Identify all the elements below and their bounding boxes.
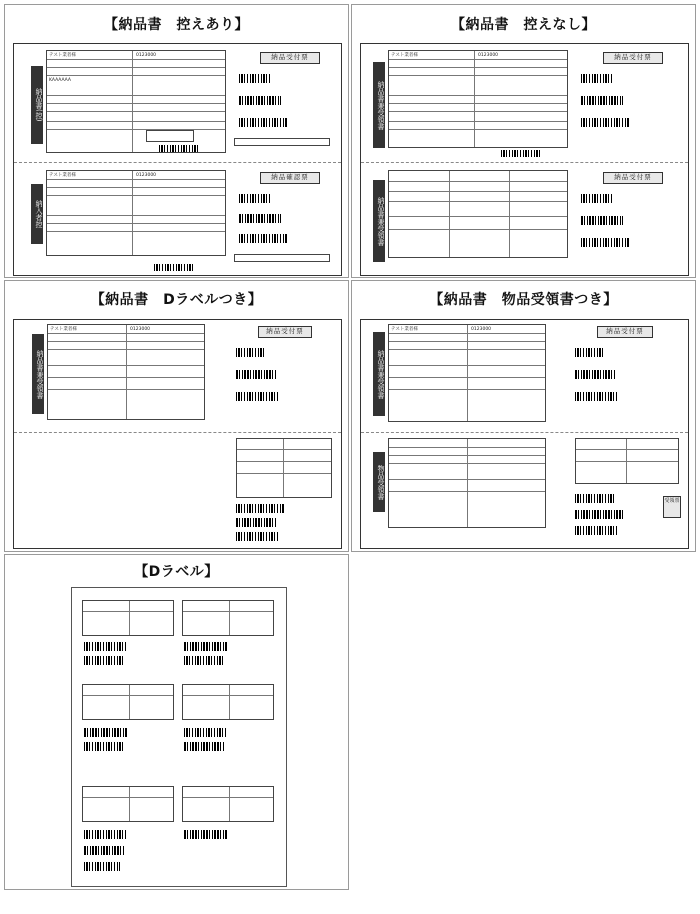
panel-title: 【納品書 控えなし】 bbox=[451, 17, 596, 33]
d-label-sheet-thumbnail bbox=[71, 587, 287, 887]
panel-with-copy bbox=[4, 4, 349, 278]
company-name: テスト業者様 bbox=[49, 53, 76, 58]
panel-without-copy bbox=[351, 4, 696, 278]
panel-d-label bbox=[4, 554, 349, 890]
receipt-stamp: 納品受付票 bbox=[260, 52, 320, 64]
d-label-thumbnail bbox=[236, 438, 332, 498]
delivery-form-thumbnail: 納品書(控) テスト業者様 0123000 KAAAAAA 納品受付票 納入者控 テスト業者様 0123000 納品確認票 bbox=[13, 43, 342, 276]
form-side-label: 納入者控 bbox=[31, 184, 43, 244]
panel-title: 【納品書 物品受領書つき】 bbox=[429, 292, 618, 308]
panel-title: 【納品書 控えあり】 bbox=[104, 17, 249, 33]
barcode bbox=[159, 145, 199, 152]
panel-with-d-label bbox=[4, 280, 349, 552]
delivery-form-thumbnail: 納品書兼受領書 テスト業者様 0123000 納品受付票 bbox=[13, 319, 342, 549]
form-side-label: 納品書(控) bbox=[31, 66, 43, 144]
panel-title: 【納品書 Dラベルつき】 bbox=[90, 292, 263, 308]
panel-title: 【Dラベル】 bbox=[134, 564, 219, 580]
delivery-form-thumbnail: 納品書兼受領書 テスト業者様 0123000 納品受付票 納品書兼受領書 納品受付票 bbox=[360, 43, 689, 276]
delivery-form-thumbnail: 納品書兼受領書 テスト業者様 0123000 納品受付票 物品受領書 受領票 bbox=[360, 319, 689, 549]
confirmation-stamp: 納品確認票 bbox=[260, 172, 320, 184]
company-code: 0123000 bbox=[136, 53, 157, 58]
address: KAAAAAA bbox=[49, 78, 71, 83]
panel-with-goods-receipt bbox=[351, 280, 696, 552]
